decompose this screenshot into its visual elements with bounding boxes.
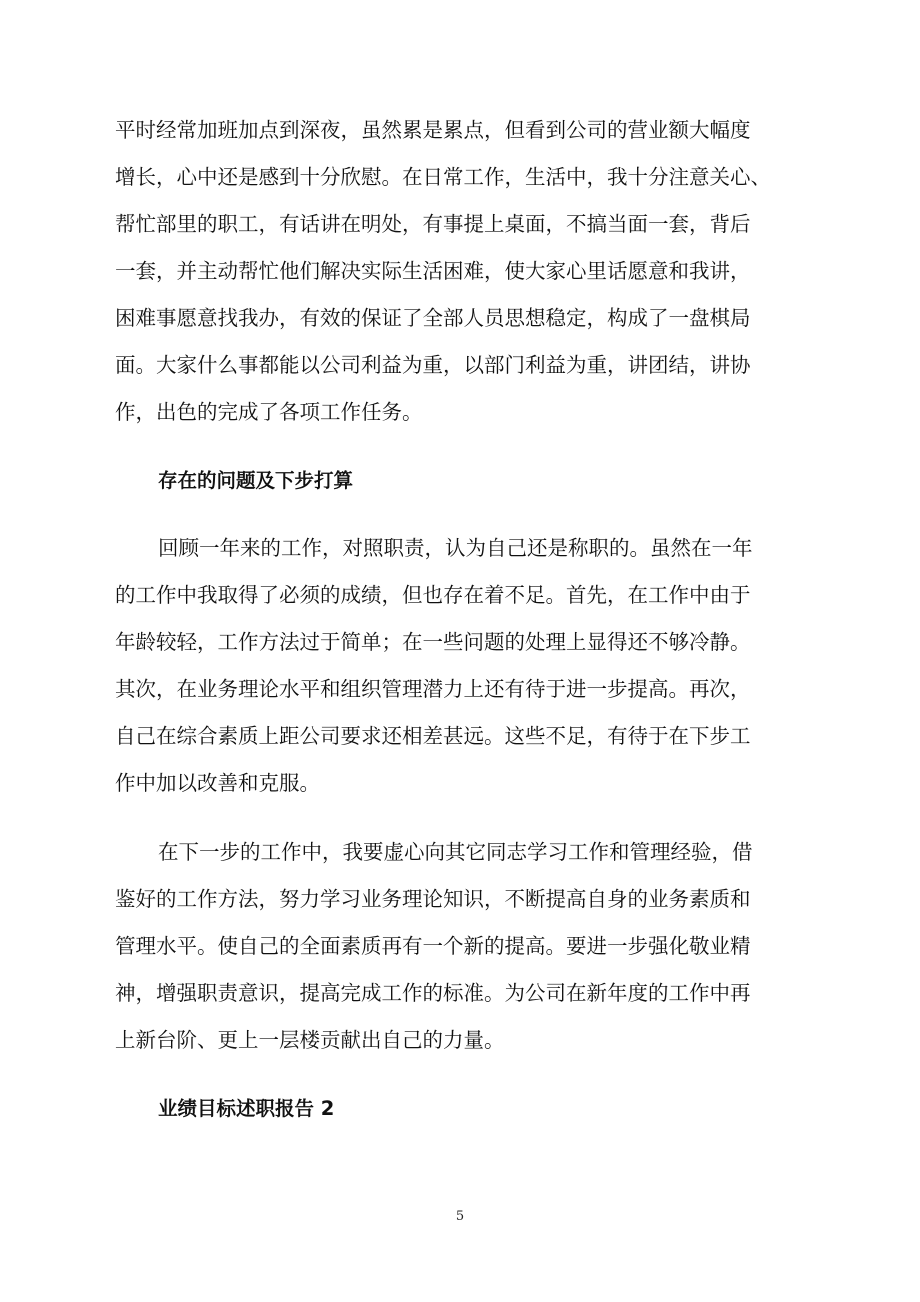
paragraph-3-line-1: 在下一步的工作中，我要虚心向其它同志学习工作和管理经验，借 — [158, 840, 753, 864]
page-number: 5 — [455, 1209, 465, 1224]
paragraph-1-line-1: 平时经常加班加点到深夜，虽然累是累点，但看到公司的营业额大幅度 — [115, 118, 751, 142]
paragraph-1-line-2: 增长，心中还是感到十分欣慰。在日常工作，生活中，我十分注意关心、 — [115, 165, 771, 189]
paragraph-3-line-5: 上新台阶、更上一层楼贡献出自己的力量。 — [115, 1028, 505, 1052]
paragraph-3-line-4: 神，增强职责意识，提高完成工作的标准。为公司在新年度的工作中再 — [115, 981, 751, 1005]
paragraph-2-line-6: 作中加以改善和克服。 — [115, 771, 320, 795]
paragraph-2-line-2: 的工作中我取得了必须的成绩，但也存在着不足。首先，在工作中由于 — [115, 583, 751, 607]
paragraph-1-line-7: 作，出色的完成了各项工作任务。 — [115, 400, 423, 424]
paragraph-1-line-4: 一套，并主动帮忙他们解决实际生活困难，使大家心里话愿意和我讲， — [115, 259, 751, 283]
paragraph-2-line-4: 其次，在业务理论水平和组织管理潜力上还有待于进一步提高。再次， — [115, 677, 751, 701]
paragraph-2-line-5: 自己在综合素质上距公司要求还相差甚远。这些不足，有待于在下步工 — [115, 724, 751, 748]
paragraph-3-line-2: 鉴好的工作方法，努力学习业务理论知识，不断提高自身的业务素质和 — [115, 887, 751, 911]
paragraph-2-line-1: 回顾一年来的工作，对照职责，认为自己还是称职的。虽然在一年 — [158, 536, 753, 560]
paragraph-2-line-3: 年龄较轻，工作方法过于简单；在一些问题的处理上显得还不够冷静。 — [115, 630, 751, 654]
paragraph-3-line-3: 管理水平。使自己的全面素质再有一个新的提高。要进一步强化敬业精 — [115, 934, 751, 958]
section-heading-problems: 存在的问题及下步打算 — [158, 469, 354, 492]
paragraph-1-line-5: 困难事愿意找我办，有效的保证了全部人员思想稳定，构成了一盘棋局 — [115, 306, 751, 330]
section-heading-report-2: 业绩目标述职报告 2 — [158, 1097, 335, 1120]
paragraph-1-line-6: 面。大家什么事都能以公司利益为重，以部门利益为重，讲团结，讲协 — [115, 353, 751, 377]
paragraph-1-line-3: 帮忙部里的职工，有话讲在明处，有事提上桌面，不搞当面一套，背后 — [115, 212, 751, 236]
